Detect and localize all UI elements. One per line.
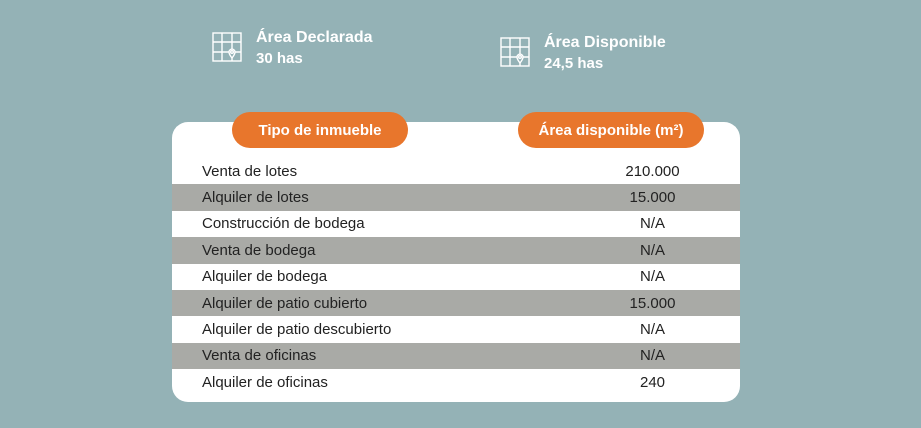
cell-area: N/A — [639, 241, 665, 259]
column-header-area: Área disponible (m²) — [518, 112, 704, 148]
cell-area: 210.000 — [625, 162, 680, 180]
table-row — [172, 290, 740, 316]
stat-label: Área Disponible — [544, 34, 666, 51]
cell-tipo: Venta de oficinas — [202, 347, 317, 365]
map-pin-grid-icon — [210, 30, 244, 64]
cell-area: N/A — [639, 215, 665, 233]
cell-tipo: Alquiler de oficinas — [202, 373, 328, 391]
cell-tipo: Alquiler de lotes — [202, 189, 309, 207]
cell-tipo: Construcción de bodega — [202, 215, 365, 233]
stat-area-disponible — [498, 33, 666, 75]
table-row — [172, 369, 740, 395]
stat-value: 24,5 has — [544, 55, 604, 72]
map-pin-grid-icon — [498, 35, 532, 69]
table-row — [172, 343, 740, 369]
stat-value: 30 has — [256, 50, 303, 67]
cell-tipo: Venta de lotes — [202, 162, 298, 180]
column-header-tipo: Tipo de inmueble — [232, 112, 408, 148]
table-row — [172, 211, 740, 237]
cell-tipo: Venta de bodega — [202, 241, 316, 259]
table-row — [172, 158, 740, 184]
cell-tipo: Alquiler de bodega — [202, 268, 328, 286]
table-body — [172, 158, 740, 396]
cell-tipo: Alquiler de patio cubierto — [202, 294, 368, 312]
table-row — [172, 264, 740, 290]
cell-area: N/A — [639, 268, 665, 286]
table-row — [172, 184, 740, 210]
stat-area-declarada — [210, 28, 373, 70]
cell-area: N/A — [639, 321, 665, 339]
cell-tipo: Alquiler de patio descubierto — [202, 321, 392, 339]
table-row — [172, 237, 740, 263]
cell-area: 15.000 — [629, 189, 676, 207]
cell-area: 240 — [639, 373, 666, 391]
cell-area: N/A — [639, 347, 665, 365]
cell-area: 15.000 — [629, 294, 676, 312]
stat-label: Área Declarada — [256, 29, 373, 46]
table-row — [172, 316, 740, 342]
